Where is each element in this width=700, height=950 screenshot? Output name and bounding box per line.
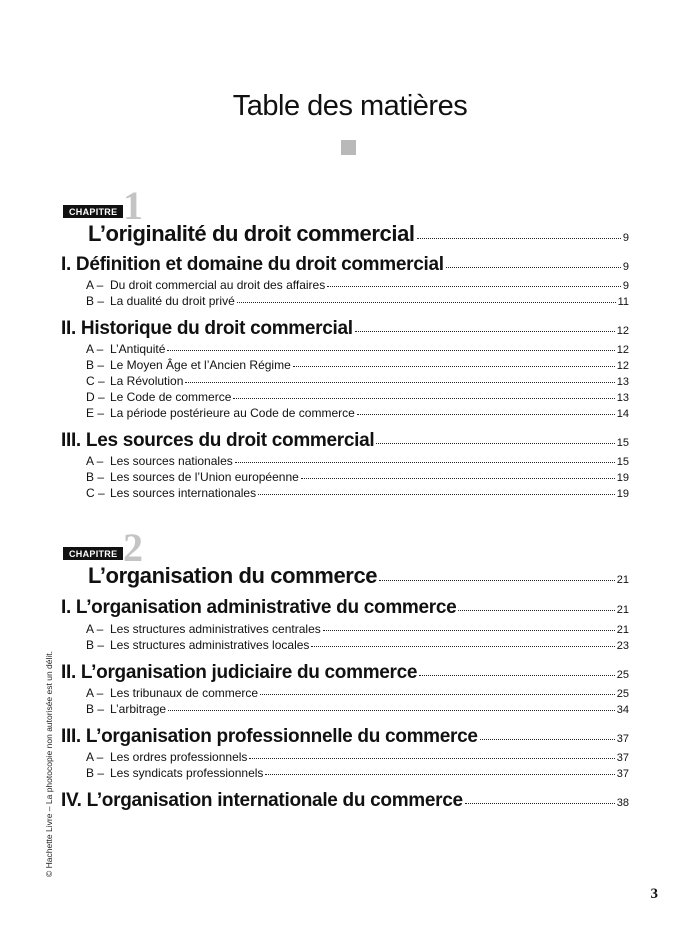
subsection-letter: C –: [86, 374, 105, 388]
dot-leader: [260, 694, 615, 695]
subsection-title: Les structures administratives locales: [110, 638, 310, 652]
page-ref: 13: [616, 376, 629, 388]
dot-leader: [237, 302, 616, 303]
dot-leader: [446, 267, 621, 268]
toc-subsection[interactable]: [86, 750, 629, 764]
subsection-letter: B –: [86, 766, 105, 780]
dot-leader: [480, 739, 615, 740]
page-ref: 23: [616, 640, 629, 652]
dot-leader: [249, 758, 614, 759]
subsection-title: Les sources internationales: [110, 486, 257, 500]
subsection-title: Du droit commercial au droit des affaires: [110, 278, 326, 292]
subsection-letter: B –: [86, 470, 105, 484]
toc-subsection[interactable]: [86, 702, 629, 716]
page-ref: 12: [616, 325, 629, 337]
page-ref: 15: [616, 456, 629, 468]
page-ref: 37: [616, 768, 629, 780]
dot-leader: [293, 366, 615, 367]
toc-subsection[interactable]: [86, 470, 629, 484]
toc-section[interactable]: [61, 597, 629, 619]
toc-chapter-1[interactable]: [88, 221, 629, 247]
dot-leader: [258, 494, 615, 495]
dot-leader: [357, 414, 615, 415]
subsection-letter: B –: [86, 638, 105, 652]
subsection-letter: D –: [86, 390, 105, 404]
dot-leader: [311, 646, 614, 647]
subsection-letter: B –: [86, 358, 105, 372]
subsection-title: Les tribunaux de commerce: [110, 686, 259, 700]
subsection-title: Le Code de commerce: [110, 390, 232, 404]
page-title: Table des matières: [232, 90, 468, 122]
dot-leader: [167, 350, 614, 351]
subsection-letter: A –: [86, 454, 104, 468]
page-ref: 14: [616, 408, 629, 420]
chapter-label: CHAPITRE: [63, 547, 123, 560]
toc-section[interactable]: [61, 430, 629, 452]
toc-chapter-2[interactable]: [88, 563, 629, 589]
subsection-letter: A –: [86, 686, 104, 700]
toc-subsection[interactable]: [86, 638, 629, 652]
subsection-letter: E –: [86, 406, 105, 420]
toc-subsection[interactable]: [86, 406, 629, 420]
page-ref: 37: [616, 733, 629, 745]
subsection-letter: A –: [86, 750, 104, 764]
toc-subsection[interactable]: [86, 486, 629, 500]
copyright-notice: © Hachette Livre – La photocopie non autorisée est un délit.: [44, 651, 54, 877]
toc-section[interactable]: [61, 318, 629, 340]
toc-subsection[interactable]: [86, 622, 629, 636]
subsection-letter: B –: [86, 702, 105, 716]
toc-subsection[interactable]: [86, 766, 629, 780]
dot-leader: [376, 443, 614, 444]
subsection-letter: B –: [86, 294, 105, 308]
page-ref: 21: [616, 624, 629, 636]
dot-leader: [355, 331, 615, 332]
dot-leader: [327, 286, 621, 287]
page-ref: 19: [616, 488, 629, 500]
section-title: I. L’organisation administrative du commerce: [61, 597, 457, 618]
toc-subsection[interactable]: [86, 294, 629, 308]
subsection-title: Les structures administratives centrales: [110, 622, 321, 636]
page-ref: 9: [622, 280, 629, 292]
section-title: IV. L’organisation internationale du commerce: [61, 790, 463, 811]
chapter-label: CHAPITRE: [63, 205, 123, 218]
subsection-letter: A –: [86, 342, 104, 356]
section-title: I. Définition et domaine du droit commercial: [61, 254, 444, 275]
toc-subsection[interactable]: [86, 342, 629, 356]
page-ref: 34: [616, 704, 629, 716]
page-ref: 37: [616, 752, 629, 764]
subsection-title: La dualité du droit privé: [110, 294, 235, 308]
toc-section[interactable]: [61, 790, 629, 812]
dot-leader: [465, 803, 615, 804]
dot-leader: [323, 630, 615, 631]
chapter-title: L’organisation du commerce: [88, 563, 378, 588]
dot-leader: [379, 580, 615, 581]
toc-section[interactable]: [61, 662, 629, 684]
subsection-letter: A –: [86, 622, 104, 636]
toc-subsection[interactable]: [86, 390, 629, 404]
section-title: II. Historique du droit commercial: [61, 318, 353, 339]
subsection-title: Les syndicats professionnels: [110, 766, 264, 780]
dot-leader: [235, 462, 615, 463]
chapter-number: 1: [123, 183, 143, 228]
section-title: III. L’organisation professionnelle du commerce: [61, 726, 478, 747]
page-number: 3: [650, 886, 658, 902]
toc-subsection[interactable]: [86, 454, 629, 468]
toc-subsection[interactable]: [86, 686, 629, 700]
subsection-letter: A –: [86, 278, 104, 292]
section-title: III. Les sources du droit commercial: [61, 430, 375, 451]
subsection-title: Les sources de l’Union européenne: [110, 470, 299, 484]
page-ref: 15: [616, 437, 629, 449]
section-title: II. L’organisation judiciaire du commerce: [61, 662, 418, 683]
page-ref: 9: [622, 232, 629, 244]
dot-leader: [265, 774, 614, 775]
dot-leader: [419, 675, 615, 676]
toc-subsection[interactable]: [86, 358, 629, 372]
chapter-number: 2: [123, 525, 143, 570]
subsection-title: Les ordres professionnels: [110, 750, 248, 764]
page-ref: 25: [616, 688, 629, 700]
page-ref: 19: [616, 472, 629, 484]
page-ref: 38: [616, 797, 629, 809]
toc-section[interactable]: [61, 254, 629, 276]
page-ref: 21: [616, 604, 629, 616]
chapter-title: L’originalité du droit commercial: [88, 221, 415, 246]
page-ref: 25: [616, 669, 629, 681]
page-ref: 9: [622, 261, 629, 273]
dot-leader: [185, 382, 614, 383]
subsection-letter: C –: [86, 486, 105, 500]
dot-leader: [301, 478, 615, 479]
subsection-title: L’arbitrage: [110, 702, 167, 716]
dot-leader: [458, 610, 614, 611]
dot-leader: [233, 398, 614, 399]
toc-subsection[interactable]: [86, 278, 629, 292]
subsection-title: Le Moyen Âge et l’Ancien Régime: [110, 358, 291, 372]
page-ref: 12: [616, 344, 629, 356]
subsection-title: Les sources nationales: [110, 454, 233, 468]
page-ref: 12: [616, 360, 629, 372]
dot-leader: [417, 238, 621, 239]
toc-subsection[interactable]: [86, 374, 629, 388]
dot-leader: [168, 710, 615, 711]
page-ref: 11: [617, 296, 629, 308]
toc-section[interactable]: [61, 726, 629, 748]
subsection-title: La période postérieure au Code de commerce: [110, 406, 355, 420]
subsection-title: L’Antiquité: [110, 342, 166, 356]
subsection-title: La Révolution: [110, 374, 184, 388]
title-square-ornament: [341, 140, 356, 155]
page-ref: 13: [616, 392, 629, 404]
page-ref: 21: [616, 574, 629, 586]
